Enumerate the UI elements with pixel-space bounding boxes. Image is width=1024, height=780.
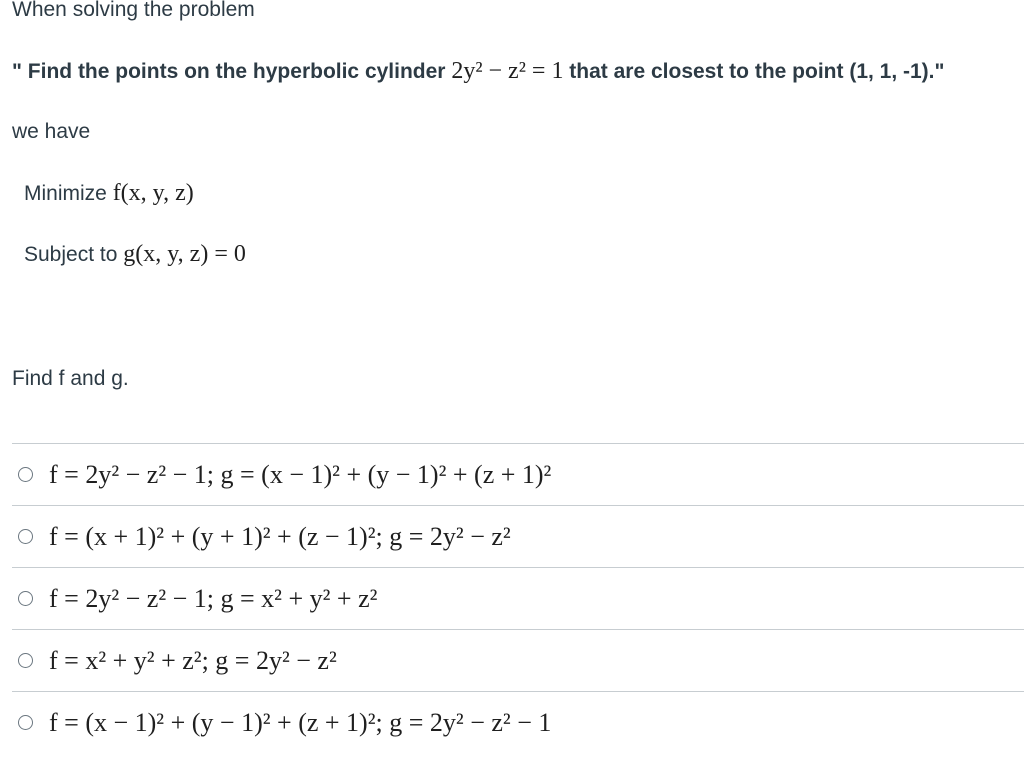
answer-text: f = (x + 1)² + (y + 1)² + (z − 1)²; g = 2y² − z²: [49, 521, 511, 551]
radio-button[interactable]: [18, 529, 33, 544]
question-prompt: Find f and g.: [12, 367, 129, 390]
minimize-label: Minimize: [24, 182, 113, 205]
answer-text: f = 2y² − z² − 1; g = x² + y² + z²: [49, 583, 378, 613]
radio-button[interactable]: [18, 715, 33, 730]
subject-label: Subject to: [24, 243, 124, 266]
answer-text: f = x² + y² + z²; g = 2y² − z²: [49, 645, 337, 675]
radio-button[interactable]: [18, 467, 33, 482]
answer-option-5[interactable]: [12, 691, 1024, 753]
intro-text: When solving the problem: [12, 0, 255, 21]
answer-option-1[interactable]: [12, 443, 1024, 505]
problem-equation: 2y² − z² = 1: [451, 58, 564, 84]
answer-text: f = (x − 1)² + (y − 1)² + (z + 1)²; g = 2y² − z² − 1: [49, 707, 552, 737]
answer-options: [12, 443, 1024, 753]
we-have-text: we have: [12, 120, 91, 143]
answer-option-3[interactable]: [12, 567, 1024, 629]
radio-button[interactable]: [18, 591, 33, 606]
radio-button[interactable]: [18, 653, 33, 668]
subject-line: [24, 241, 246, 268]
answer-text: f = 2y² − z² − 1; g = (x − 1)² + (y − 1)² + (z + 1)²: [49, 459, 552, 489]
subject-expression: g(x, y, z) = 0: [123, 241, 246, 267]
problem-suffix: that are closest to the point (1, 1, -1).": [563, 60, 945, 83]
answer-option-4[interactable]: [12, 629, 1024, 691]
answer-option-2[interactable]: [12, 505, 1024, 567]
problem-statement: [12, 58, 944, 85]
minimize-line: [24, 180, 194, 207]
problem-prefix: " Find the points on the hyperbolic cylinder: [12, 60, 452, 83]
minimize-expression: f(x, y, z): [112, 180, 194, 206]
